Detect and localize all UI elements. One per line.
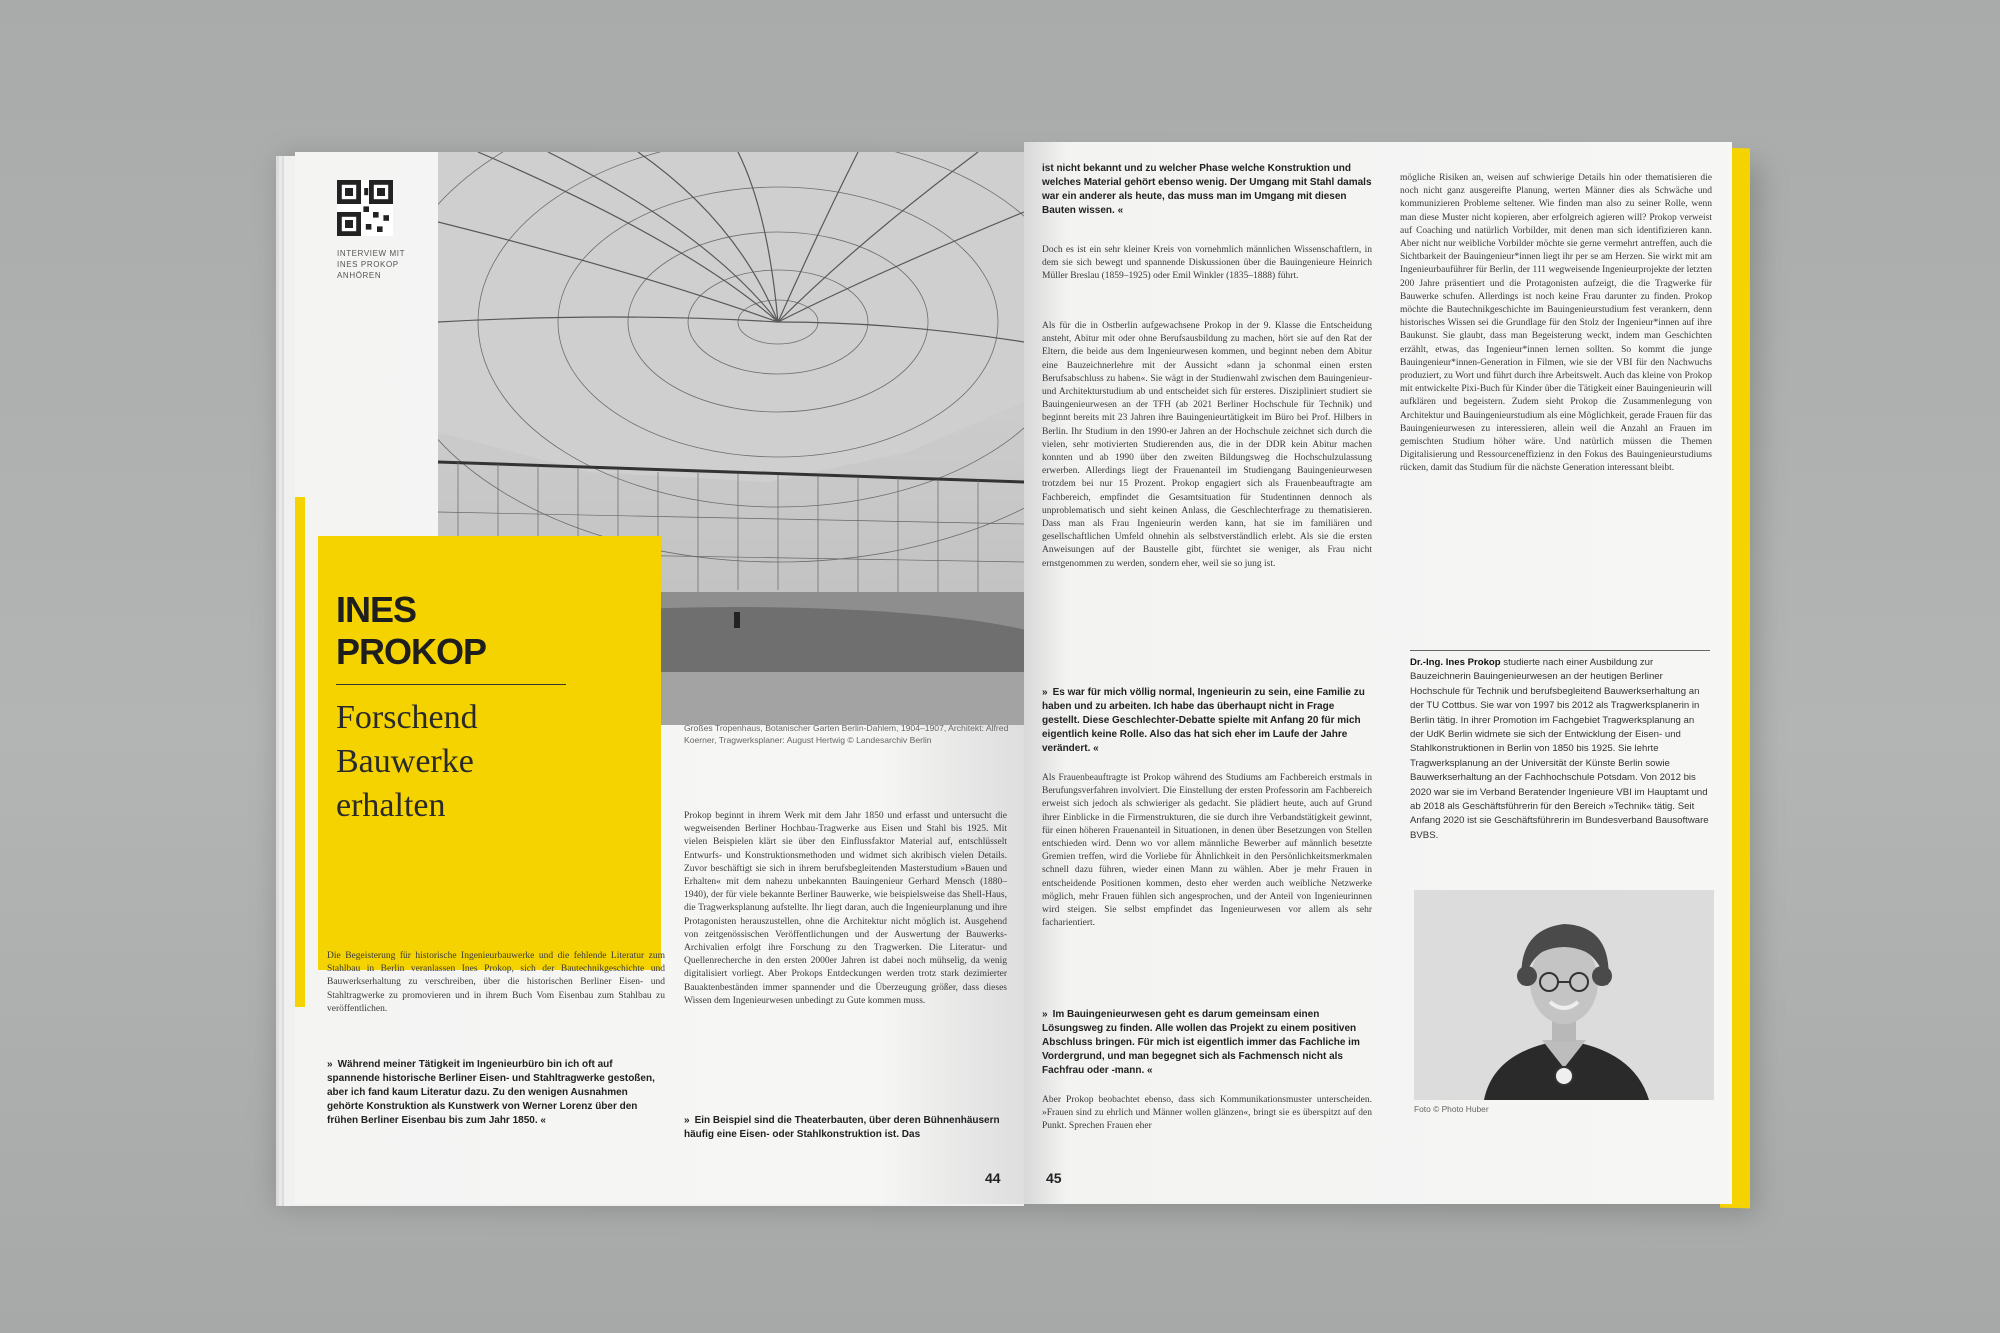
photo-caption: Großes Tropenhaus, Botanischer Garten Berlin-Dahlem, 1904–1907, Architekt: Alfred Koerner, Tragwerksplaner: August Hertwig © Landesarchiv Berlin bbox=[684, 723, 1009, 745]
quote-close-icon: « bbox=[540, 1115, 546, 1126]
quote-open-icon: » bbox=[1042, 1009, 1048, 1020]
quote-open-icon: » bbox=[327, 1059, 333, 1070]
body-column-2: Prokop beginnt in ihrem Werk mit dem Jahr 1850 und erfasst und untersucht die wegweisenden Berliner Hochbau-Tragwerke aus Eisen und Stahl bis 1925. Mit vielen Beispielen klärt sie über den Einflussfaktor Material auf, entschlüsselt Entwurfs- und Konstruktionsmethoden und widmet sich akribisch vielen Details. Zuvor beschäftigt sie sich in ihrem berufsbegleitenden Masterstudium »Bauen und Erhalten« mit dem nahezu unbekannten Bauingenieur Gerhard Mensch (1880–1940), der für viele bekannte Berliner Bauwerke, wie beispielsweise das Shell-Haus, die Tragwerksplanung aufstellte. Ihr liegt daran, auch die Ingenieurplanung und ihre Protagonisten herauszustellen, ohne die Architektur nicht möglich ist. Ausgehend von zeitgenössischen Veröffentlichungen und der Auswertung der Bauwerks-Archivalien erfolgt ihre Forschung zu den Tragwerken. Die Literatur- und Quellenrecherche in den ersten 2000er Jahren ist dabei noch mühselig, da wenig digitalisiert vorliegt. Aber Prokops Entdeckungen werden trotz stark dezimierter Bauaktenbeständen immer spannender und die Überzeugung größer, dass dieses Wissen dem Ingenieurwesen unbedingt zu Gute kommen muss. bbox=[684, 811, 1007, 1006]
body-paragraph-3: Als Frauenbeauftragte ist Prokop während des Studiums am Fachbereich erstmals in Berufungsverfahren involviert. Die Einstellung der ersten Professorin am Fachbereich erweist sich jedoch als schwieriger als gedacht. Sie plädiert heute, auch auf Grund ihrer Einblicke in die Firmenstrukturen, die sie durch ihre Verbandstätigkeit gewinnt, für einen höheren Frauenanteil in Situationen, in denen über Besetzungen von Stellen entschieden wird. Denn wo vor allem männliche Bewerber auf männlich besetzte Gremien treffen, wird die Vorliebe für Ähnlichkeit in den Persönlichkeitsmerkmalen schnell dazu führen, wieder einen Mann zu wählen. Aber je mehr Frauen in entscheidende Positionen kommen, desto eher werden auch weibliche Netzwerke möglich, mehr Frauen fühlen sich angesprochen, und der Anteil von Ingenieurinnen wird steigen. Sie selbst empfindet das Ingenieurwesen vor allem als sehr facharientiert. bbox=[1042, 773, 1372, 929]
name-line-2: PROKOP bbox=[336, 631, 487, 672]
page-number-left: 44 bbox=[985, 1170, 1001, 1186]
page-number-right: 45 bbox=[1046, 1170, 1062, 1186]
pull-quote-continued-text: ist nicht bekannt und zu welcher Phase welche Konstruktion und welches Material gehört ebenso wenig. Der Umgang mit Stahl damals war ein anderer als heute, das muss man im Umgang mit diesen Bauten wissen. bbox=[1042, 163, 1372, 216]
pull-quote-continued bbox=[1042, 162, 1372, 218]
bio-name: Dr.-Ing. Ines Prokop bbox=[1410, 657, 1501, 668]
title-rule bbox=[336, 684, 566, 685]
pull-quote-1 bbox=[327, 1058, 665, 1128]
quote-close-icon: « bbox=[1147, 1065, 1153, 1076]
photo-credit: Foto © Photo Huber bbox=[1414, 1104, 1489, 1114]
pull-quote-2 bbox=[684, 1114, 1007, 1142]
intro-paragraph: Die Begeisterung für historische Ingenieurbauwerke und die fehlende Literatur zum Stahlbau in Berlin veranlassen Ines Prokop, sich der Bautechnikgeschichte und Bauwerkserhaltung zu verschreiben, über die historischen Berliner Eisen- und Stahltragwerke zu promovieren und in ihrem Buch Vom Eisenbau zum Stahlbau zu veröffentlichen. bbox=[327, 951, 665, 1014]
body-paragraph-4: Aber Prokop beobachtet ebenso, dass sich Kommunikationsmuster unterscheiden. »Frauen sind zu ehrlich und Männer wollen glänzen«, bringt sie es überspitzt auf den Punkt. Sprechen Frauen eher bbox=[1042, 1095, 1372, 1132]
qr-label: INTERVIEW MIT INES PROKOP ANHÖREN bbox=[337, 249, 405, 280]
body-column-right: mögliche Risiken an, weisen auf schwierige Details hin oder thematisieren die noch nicht ganz ausgereifte Planung, werten Männer dies als Schwäche und kommunizieren Probleme seltener. Wie finden man also zu seiner Rolle, wenn man diese Muster nicht kopieren, aber erfolgreich agieren will? Prokop verweist auf Coaching und natürlich Vorbilder, mit denen man sich identifizieren kann. Aber nicht nur weibliche Vorbilder möchte sie gerne vermehrt antreffen, auch die Sichtbarkeit der Bauingenieur*innen liegt ihr per se am Herzen. Sie wirkt mit am Ingenieurbauführer für Berlin, der 111 wegweisende Ingenieurprojekte der letzten 200 Jahre präsentiert und die Protagonisten aufzeigt, die die Tragwerke für Bauwerke schufen. Allerdings ist noch keine Frau darunter zu finden. Prokop möchte die Bautechnikgeschichte im Bauingenieurstudium fest verankern, denn historisches Wissen sei die Grundlage für den Stolz der Ingenieur*innen auf ihre Baukunst. Sie glaubt, dass man Begeisterung weckt, indem man Geschichten erzählt, etwas, das Ingenieur*innen lernen sollten. So kommt die junge Bauingenieur*innen-Generation in Filmen, wie sie der VBI für den Nachwuchs produziert, zu Wort und führt durch ihre Arbeitswelt. Auch das kleine von Prokop mit entwickelte Pixi-Buch für Kinder über die Tätigkeit einer Bauingenieurin will aufklären und begeistern. Zudem sieht Prokop die Zusammenlegung von Architektur und Bauingenieurstudium als eine Möglichkeit, gerade Frauen für das Bauingenieurwesen zu interessieren, allein weil die Anzahl an Frauen im gemischten Studium höher wäre. Und natürlich müssen die Themen Digitalisierung und Ressourceneffizienz in den Fokus des Bauingenieurstudiums rücken, damit das Studium für die nächste Generation interessant bleibt. bbox=[1400, 173, 1712, 474]
pull-quote-1-text: Während meiner Tätigkeit im Ingenieurbüro bin ich oft auf spannende historische Berliner Eisen- und Stahltragwerke gestoßen, aber ich fand kaum Literatur dazu. Zu den wenigen Ausnahmen gehörte Konstruktion als Kunstwerk von Werner Lorenz über den frühen Berliner Eisenbau bis zum Jahr 1850. bbox=[327, 1059, 655, 1126]
quote-close-icon: « bbox=[1117, 205, 1124, 216]
headline: Forschend Bauwerke erhalten bbox=[336, 699, 478, 824]
right-page bbox=[1024, 142, 1732, 1204]
title-box bbox=[318, 536, 661, 970]
pull-quote-3-text: Es war für mich völlig normal, Ingenieurin zu sein, eine Familie zu haben und zu arbeiten. Ich habe das überhaupt nicht in Frage gestellt. Diese Geschlechter-Debatte spielte mit Anfang 20 für mich eigentlich keine Rolle. Also das hat sich eher im Laufe der Jahre verändert. bbox=[1042, 687, 1365, 754]
yellow-edge-strip bbox=[295, 497, 305, 1007]
left-page bbox=[295, 152, 1024, 1204]
body-paragraph-1: Doch es ist ein sehr kleiner Kreis von vornehmlich männlichen Wissenschaftlern, in dem sie sich bewegt und spannende Diskussionen über die Bauingenieure Heinrich Müller Breslau (1859–1925) oder Emil Winkler (1835–1888) führt. bbox=[1042, 245, 1372, 282]
author-bio bbox=[1410, 656, 1710, 843]
name-line-1: INES bbox=[336, 589, 417, 630]
pull-quote-3 bbox=[1042, 686, 1372, 756]
bio-divider bbox=[1410, 650, 1710, 651]
quote-open-icon: » bbox=[684, 1115, 690, 1126]
body-paragraph-2: Als für die in Ostberlin aufgewachsene Prokop in der 9. Klasse die Entscheidung ansteht, Abitur mit oder ohne Berufsausbildung zu machen, hört sie auf den Rat der Eltern, die beide aus dem Ingenieurwesen kommen, und beginnt neben dem Abitur eine Bauzeichnerlehre mit der Aussicht »dann ja schonmal einen ersten Berufsabschluss zu haben«. Sie wägt in der Studienwahl zwischen dem Bauingenieur- und Architekturstudium ab und entscheidet sich für ersteres. Diszipliniert studiert sie Bauingenieurwesen an der TFH (ab 2021 Berliner Hochschule für Technik) und beginnt bereits mit 23 Jahren ihre Bauingenieurtätigkeit im Büro bei Prof. Hilbers in Berlin. Ihr Studium in den 1990-er Jahren an der Hochschule zeichnet sich durch die vielen, sehr motivierten Studierenden aus, die in der DDR kein Abitur machen konnten und ab 1990 über den zweiten Bildungsweg die Hochschulzulassung erwerben. Allerdings liegt der Frauenanteil im Studiengang Bauingenieurwesen trotzdem bei nur 15 Prozent. Prokop engagiert sich als Frauenbeauftragte am Fachbereich, empfindet die Gesamtsituation für Studentinnen dennoch als unproblematisch und sieht keinen Anlass, die Geschlechterfrage zu thematisieren. Dass man als Frau Ingenieurin werden kann, hat sie im familiären und gesellschaftlichen Umfeld ohnehin als selbstverständlich erlebt. Als sie die ersten Anweisungen auf der Baustelle gibt, fürchtet sie weniger, als Frau nicht ernstgenommen zu werden, sondern eher, weil sie so jung ist. bbox=[1042, 321, 1372, 569]
quote-close-icon: « bbox=[1093, 743, 1099, 754]
bio-text: studierte nach einer Ausbildung zur Bauzeichnerin Bauingenieurwesen an der heutigen Berliner Hochschule für Technik und berufsbegleitend Bauwerkserhaltung an der TU Cottbus. Sie war von 1997 bis 2012 als Tragwerksplanerin in Berlin tätig. In ihrer Promotion im Fachgebiet Tragwerksplanung an der UdK Berlin widmete sie sich der Entwicklung der Eisen- und Stahlkonstruktionen in Berlin von 1850 bis 1925. Sie lehrte Tragwerksplanung an der Universität der Künste Berlin sowie Bauwerkserhaltung an der Fachhochschule Potsdam. Von 2012 bis 2020 war sie im Verband Beratender Ingenieure VBI im Hauptamt und ab 2018 als Geschäftsführerin für den Bereich »Technik« tätig. Seit Anfang 2020 ist sie Geschäftsführerin im Bundesverband Bausoftware BVBS. bbox=[1410, 657, 1709, 841]
pull-quote-2-text: Ein Beispiel sind die Theaterbauten, über deren Bühnenhäusern häufig eine Eisen- oder Stahlkonstruktion ist. Das bbox=[684, 1115, 1000, 1140]
portrait-photo bbox=[1414, 890, 1714, 1100]
qr-code-icon bbox=[337, 180, 393, 236]
pull-quote-4 bbox=[1042, 1008, 1372, 1078]
quote-open-icon: » bbox=[1042, 687, 1048, 698]
pull-quote-4-text: Im Bauingenieurwesen geht es darum gemeinsam einen Lösungsweg zu finden. Alle wollen das Projekt zu einem positiven Abschluss bringen. Für mich ist eigentlich immer das Fachliche im Vordergrund, und man begegnet sich als Fachmensch nicht als Fachfrau oder -mann. bbox=[1042, 1009, 1360, 1076]
